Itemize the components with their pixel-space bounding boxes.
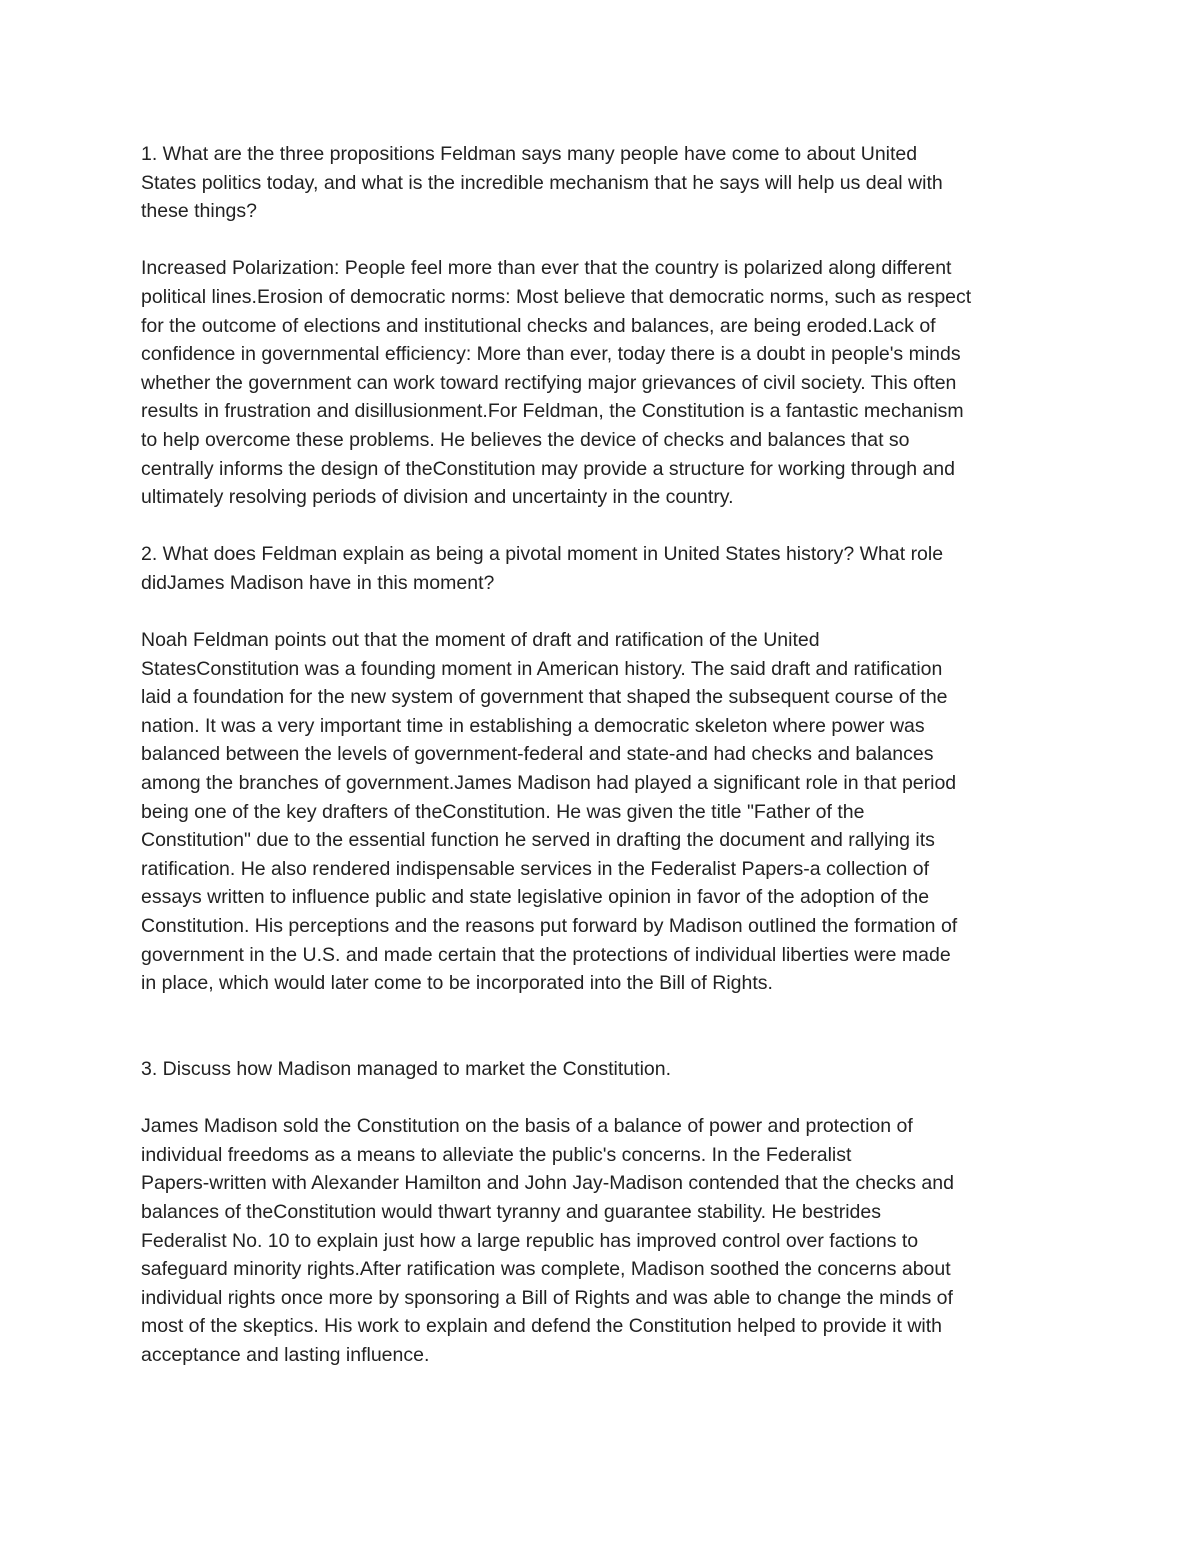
question-1: 1. What are the three propositions Feldman says many people have come to about United States politics today, and what is the incredible mechanism that he says will help us deal with these things? [141, 143, 943, 223]
section-gap [141, 998, 1071, 1055]
paragraph-gap [141, 1084, 1071, 1113]
answer-3: James Madison sold the Constitution on the basis of a balance of power and protection of individual freedoms as a means to alleviate the public's concerns. In the Federalist Papers-written with Alexander Hamilton and John Jay-Madison contended that the checks and balances of theConstitution would thwart tyranny and guarantee stability. He bestrides Federalist No. 10 to explain just how a large republic has improved control over factions to safeguard minority rights.After ratification was complete, Madison soothed the concerns about individual rights once more by sponsoring a Bill of Rights and was able to change the minds of most of the skeptics. His work to explain and defend the Constitution helped to provide it with acceptance and lasting influence. [141, 1115, 954, 1366]
question-3: 3. Discuss how Madison managed to market the Constitution. [141, 1058, 672, 1080]
paragraph-gap [141, 226, 1071, 255]
document-body [141, 140, 1071, 1370]
paragraph-gap [141, 512, 1071, 541]
answer-1: Increased Polarization: People feel more than ever that the country is polarized along different political lines.Erosion of democratic norms: Most believe that democratic norms, such as respect for the outcome of elections and institutional checks and balances, are being eroded.Lack of confidence in governmental efficiency: More than ever, today there is a doubt in people's minds whether the government can work toward rectifying major grievances of civil society. This often results in frustration and disillusionment.For Feldman, the Constitution is a fantastic mechanism to help overcome these problems. He believes the device of checks and balances that so centrally informs the design of theConstitution may provide a structure for working through and ultimately resolving periods of division and uncertainty in the country. [141, 257, 972, 509]
paragraph-gap [141, 598, 1071, 627]
answer-2: Noah Feldman points out that the moment of draft and ratification of the United StatesConstitution was a founding moment in American history. The said draft and ratification laid a foundation for the new system of government that shaped the subsequent course of the nation. It was a very important time in establishing a democratic skeleton where power was balanced between the levels of government-federal and state-and had checks and balances among the branches of government.James Madison had played a significant role in that period being one of the key drafters of theConstitution. He was given the title "Father of the Constitution" due to the essential function he served in drafting the document and rallying its ratification. He also rendered indispensable services in the Federalist Papers-a collection of essays written to influence public and state legislative opinion in favor of the adoption of the Constitution. His perceptions and the reasons put forward by Madison outlined the formation of government in the U.S. and made certain that the protections of individual liberties were made in place, which would later come to be incorporated into the Bill of Rights. [141, 629, 958, 995]
question-2: 2. What does Feldman explain as being a pivotal moment in United States history? What role didJames Madison have in this moment? [141, 543, 944, 594]
